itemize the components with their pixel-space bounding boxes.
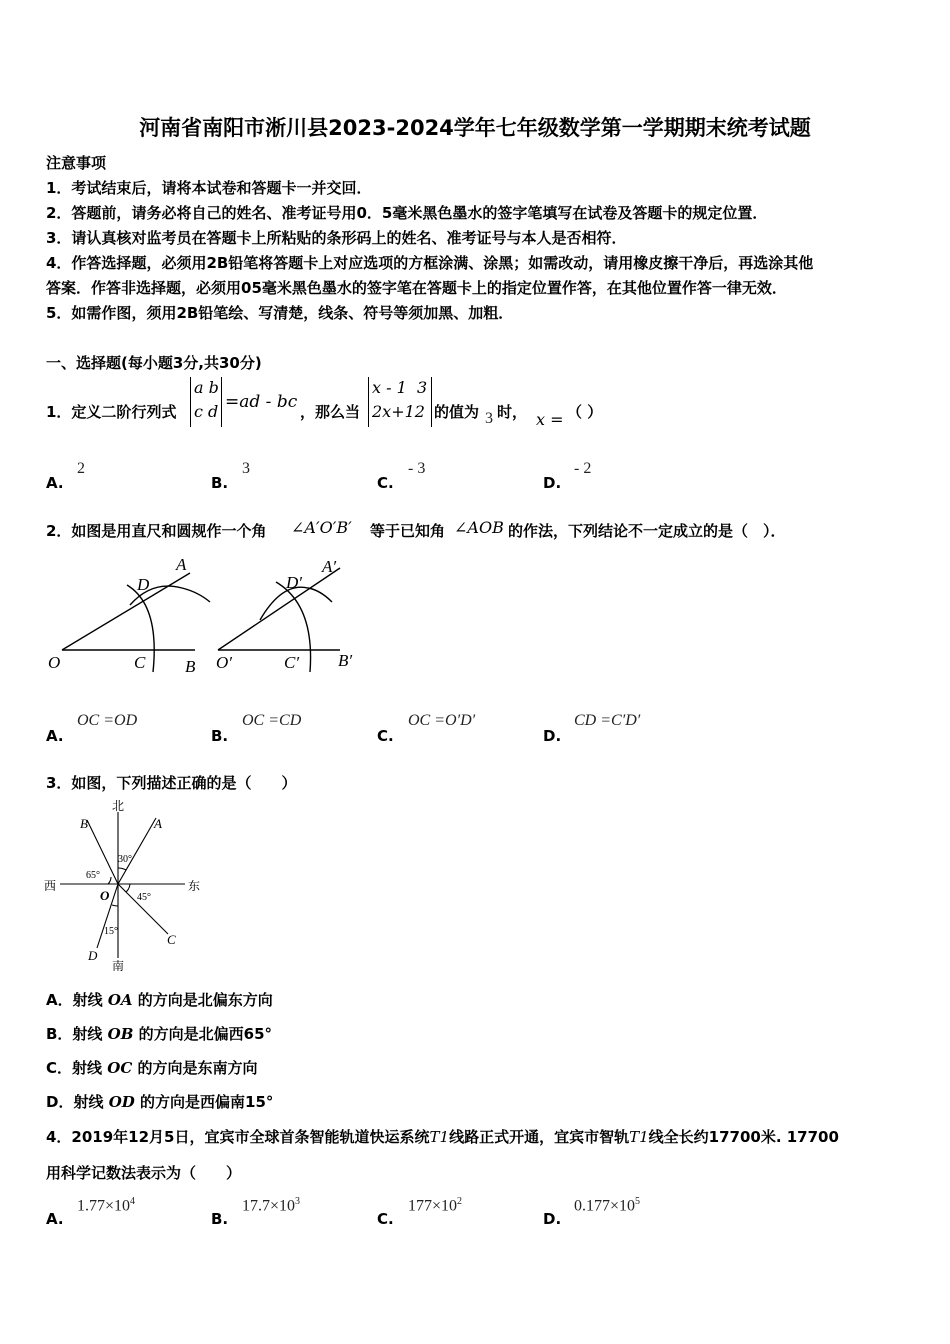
q3-option-c-ray: OC	[107, 1059, 133, 1077]
q4-option-a-value	[77, 1196, 135, 1215]
q4-line-1a: 4．2019年12月5日，宜宾市全球首条智能轨道快运系统	[46, 1128, 430, 1146]
q3-option-b-text: 的方向是北偏西65°	[138, 1025, 273, 1043]
q4-option-d-base: 0.177×10	[574, 1197, 636, 1215]
q3-label-east: 东	[188, 879, 201, 893]
q2-option-b-value: OC =CD	[242, 712, 302, 729]
q3-label-a: A	[154, 816, 162, 831]
q4-option-c-exp: 2	[457, 1196, 463, 1207]
q3-option-c-text: 的方向是东南方向	[137, 1059, 258, 1077]
q2-option-d-label: D.	[543, 727, 562, 745]
q1-det2-row2: 2x+12	[372, 402, 425, 421]
notice-item-2: 2．答题前，请务必将自己的姓名、准考证号用0．5毫米黑色墨水的签字笔填写在试卷及答题卡的规定位置．	[46, 204, 768, 222]
q2-option-a-label: A.	[46, 727, 64, 745]
q1-value: 3	[485, 410, 493, 427]
q2-option-d-value: CD =C′D′	[574, 712, 641, 729]
q4-option-a-label: A.	[46, 1210, 64, 1228]
q3-option-d	[46, 1091, 273, 1112]
page-title: 河南省南阳市淅川县2023-2024学年七年级数学第一学期期末统考试题	[139, 116, 811, 140]
q3-label-30: 30°	[118, 854, 132, 865]
notice-item-1: 1．考试结束后，请将本试卷和答题卡一并交回．	[46, 179, 372, 197]
q2-left-ray-oa	[62, 573, 190, 650]
q3-option-a	[46, 989, 273, 1010]
notice-item-5: 5．如需作图，须用2B铅笔绘、写清楚，线条、符号等须加黑、加粗．	[46, 304, 514, 322]
q1-value-of: 的值为	[434, 403, 480, 421]
q1-then: ，那么当	[300, 403, 361, 421]
q3-arc-65	[108, 877, 111, 884]
q2-left-label-c: C	[134, 653, 146, 672]
q4-line-1c: 线全长约17700米. 17700	[648, 1128, 839, 1146]
q1-option-a-label: A.	[46, 474, 64, 492]
q3-arc-30	[118, 868, 126, 870]
q3-label-north: 北	[112, 799, 125, 813]
q2-mid: 等于已知角	[370, 522, 446, 540]
section-heading: 一、选择题(每小题3分,共30分)	[46, 354, 262, 372]
q3-option-b	[46, 1023, 272, 1044]
q2-left-label-a: A	[176, 555, 187, 574]
q1-determinant-1	[190, 377, 222, 427]
q1-option-d-value: - 2	[574, 460, 592, 477]
q3-label-o: O	[100, 888, 110, 903]
q4-option-b-base: 17.7×10	[242, 1197, 296, 1215]
q1-when: 时，	[497, 403, 528, 421]
q3-option-d-text: 的方向是西偏南15°	[140, 1093, 274, 1111]
q1-det1-row1: a b	[194, 378, 219, 397]
q1-prefix: 1．定义二阶行列式	[46, 403, 177, 421]
q1-det1-row2: c d	[194, 402, 219, 421]
q2-right-label-a: A′	[322, 557, 337, 576]
q4-option-d-label: D.	[543, 1210, 562, 1228]
q3-option-b-ray: OB	[107, 1025, 134, 1043]
q2-right-label-d: D′	[286, 573, 302, 592]
q4-option-d-value	[574, 1196, 640, 1215]
notice-item-3: 3．请认真核对监考员在答题卡上所粘贴的条形码上的姓名、准考证号与本人是否相符．	[46, 229, 627, 247]
q4-option-b-label: B.	[211, 1210, 229, 1228]
q2-left-label-b: B	[185, 657, 196, 676]
q3-ray-oa	[118, 818, 156, 884]
q2-option-c-label: C.	[377, 727, 394, 745]
q3-label-45: 45°	[137, 892, 151, 903]
q3-option-a-label: A．射线	[46, 991, 103, 1009]
q3-option-a-ray: OA	[107, 991, 133, 1009]
q4-option-a-exp: 4	[130, 1196, 136, 1207]
q2-left-label-o: O	[48, 653, 61, 672]
q1-option-c-label: C.	[377, 474, 394, 492]
q2-angle-1: ∠A′O′B′	[291, 518, 352, 537]
q1-definition: =ad - bc	[225, 392, 298, 412]
q3-label-65: 65°	[86, 870, 100, 881]
q1-option-b-label: B.	[211, 474, 229, 492]
q3-option-d-label: D．射线	[46, 1093, 104, 1111]
notice-heading: 注意事项	[46, 154, 107, 172]
q3-arc-15	[112, 905, 118, 906]
q4-option-d-exp: 5	[635, 1196, 641, 1207]
q2-right-ray-oa	[218, 568, 340, 650]
q2-figure	[40, 550, 370, 685]
q4-t1-second: T1	[629, 1128, 649, 1146]
q2-right-label-c: C′	[284, 653, 300, 672]
q4-line-1b: 线路正式开通，宜宾市智轨	[449, 1128, 630, 1146]
q3-label-west: 西	[44, 879, 57, 893]
q3-label-d: D	[88, 948, 98, 963]
q2-option-b-label: B.	[211, 727, 229, 745]
q3-figure	[40, 798, 210, 976]
q4-line-2: 用科学记数法表示为（ ）	[46, 1164, 242, 1182]
q2-prefix: 2．如图是用直尺和圆规作一个角	[46, 522, 267, 540]
q3-option-c-label: C．射线	[46, 1059, 103, 1077]
q2-suffix: 的作法，下列结论不一定成立的是（ ）．	[508, 522, 786, 540]
q2-option-c-value: OC =O′D′	[408, 712, 476, 729]
q3-option-b-label: B．射线	[46, 1025, 103, 1043]
q1-option-d-label: D.	[543, 474, 562, 492]
q4-option-c-base: 177×10	[408, 1197, 458, 1215]
q2-left-label-d: D	[137, 575, 150, 594]
q4-option-c-label: C.	[377, 1210, 394, 1228]
q3-option-a-text: 的方向是北偏东方向	[137, 991, 273, 1009]
q3-label-c: C	[167, 932, 176, 947]
q4-option-b-value	[242, 1196, 300, 1215]
q1-option-a-value: 2	[77, 460, 85, 477]
q3-option-d-ray: OD	[108, 1093, 135, 1111]
q3-arc-45	[126, 884, 130, 892]
q2-option-a-value: OC =OD	[77, 712, 138, 729]
q3-option-c	[46, 1057, 258, 1078]
q3-label-15: 15°	[104, 926, 118, 937]
q3-label-south: 南	[112, 959, 125, 973]
notice-item-4: 4．作答选择题，必须用2B铅笔将答题卡上对应选项的方框涂满、涂黑；如需改动，请用橡皮擦干净后，再选涂其他	[46, 254, 814, 272]
q1-x: x =	[536, 410, 564, 429]
q3-stem: 3．如图，下列描述正确的是（ ）	[46, 774, 297, 792]
notice-item-4-cont: 答案．作答非选择题，必须用05毫米黑色墨水的签字笔在答题卡上的指定位置作答，在其他位置作答一律无效．	[46, 279, 787, 297]
q4-line-1	[46, 1126, 839, 1147]
q4-option-c-value	[408, 1196, 462, 1215]
q4-t1-first: T1	[429, 1128, 450, 1146]
q1-paren: （ ）	[567, 403, 603, 421]
q1-determinant-2	[368, 377, 432, 427]
q1-det2-row1: x - 1 3	[372, 378, 428, 397]
q1-option-c-value: - 3	[408, 460, 426, 477]
q2-right-label-b: B′	[338, 651, 353, 670]
q2-right-label-o: O′	[216, 653, 232, 672]
q4-option-a-base: 1.77×10	[77, 1197, 131, 1215]
q2-angle-2: ∠AOB	[454, 518, 504, 537]
q4-option-b-exp: 3	[295, 1196, 301, 1207]
q3-label-b: B	[80, 816, 88, 831]
q1-option-b-value: 3	[242, 460, 250, 477]
